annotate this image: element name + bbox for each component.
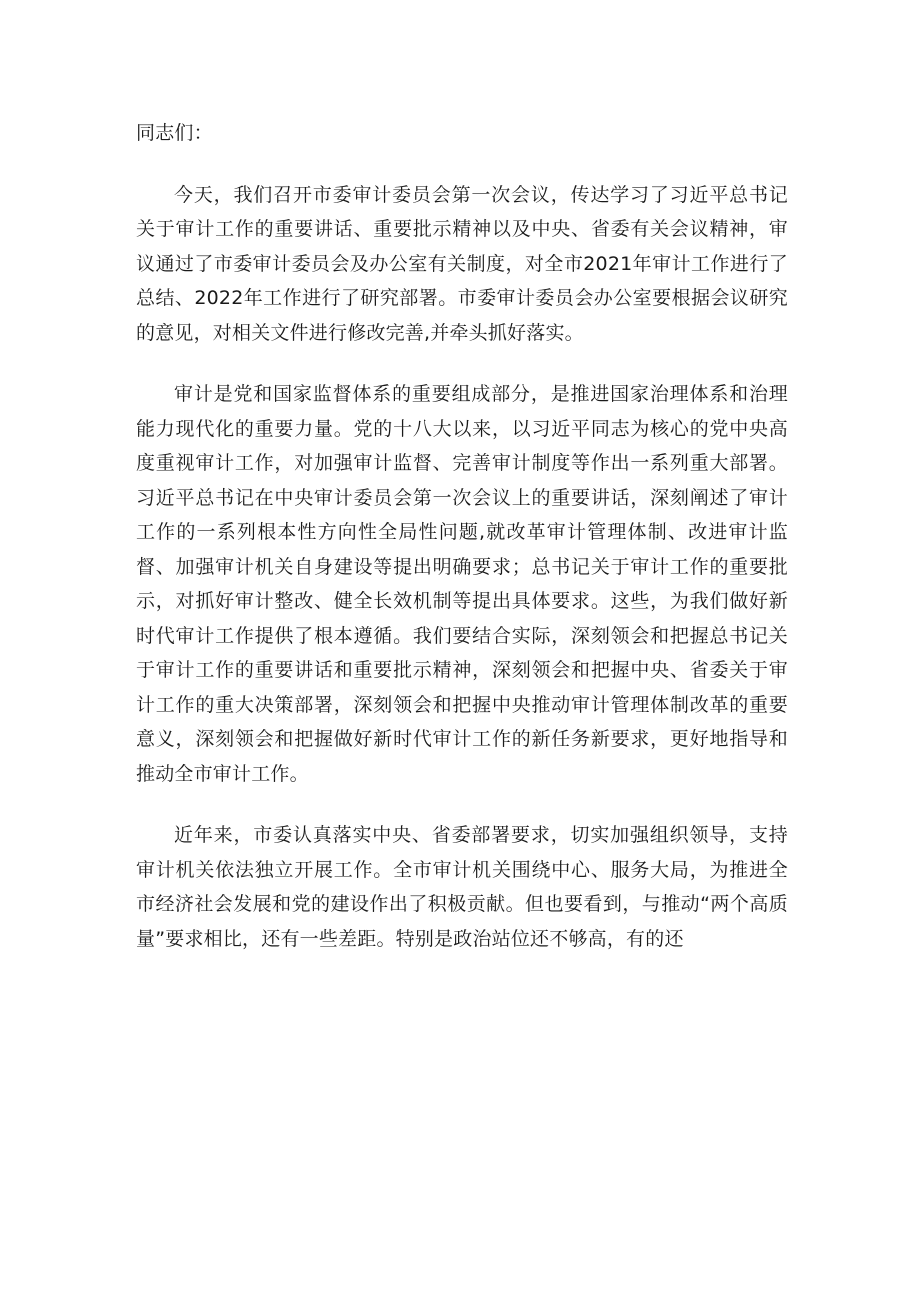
paragraph-2: 审计是党和国家监督体系的重要组成部分，是推进国家治理体系和治理能力现代化的重要力量。党的十八大以来，以习近平同志为核心的党中央高度重视审计工作，对加强审计监督、完善审计制度等作出一系列重大部署。习近平总书记在中央审计委员会第一次会议上的重要讲话，深刻阐述了审计工作的一系列根本性方向性全局性问题,就改革审计管理体制、改进审计监督、加强审计机关自身建设等提出明确要求；总书记关于审计工作的重要批示，对抓好审计整改、健全长效机制等提出具体要求。这些，为我们做好新时代审计工作提供了根本遵循。我们要结合实际，深刻领会和把握总书记关于审计工作的重要讲话和重要批示精神，深刻领会和把握中央、省委关于审计工作的重大决策部署，深刻领会和把握中央推动审计管理体制改革的重要意义，深刻领会和把握做好新时代审计工作的新任务新要求，更好地指导和推动全市审计工作。 [136,383,788,785]
paragraph-1: 今天，我们召开市委审计委员会第一次会议，传达学习了习近平总书记关于审计工作的重要讲话、重要批示精神以及中央、省委有关会议精神，审议通过了市委审计委员会及办公室有关制度，对全市2021年审计工作进行了总结、2022年工作进行了研究部署。市委审计委员会办公室要根据会议研究的意见，对相关文件进行修改完善,并牵头抓好落实。 [136,183,788,344]
document-body [136,116,788,983]
salutation: 同志们： [136,122,213,144]
paragraph-3: 近年来，市委认真落实中央、省委部署要求，切实加强组织领导，支持审计机关依法独立开展工作。全市审计机关围绕中心、服务大局，为推进全市经济社会发展和党的建设作出了积极贡献。但也要看到，与推动“两个高质量”要求相比，还有一些差距。特别是政治站位还不够高，有的还 [136,824,788,950]
